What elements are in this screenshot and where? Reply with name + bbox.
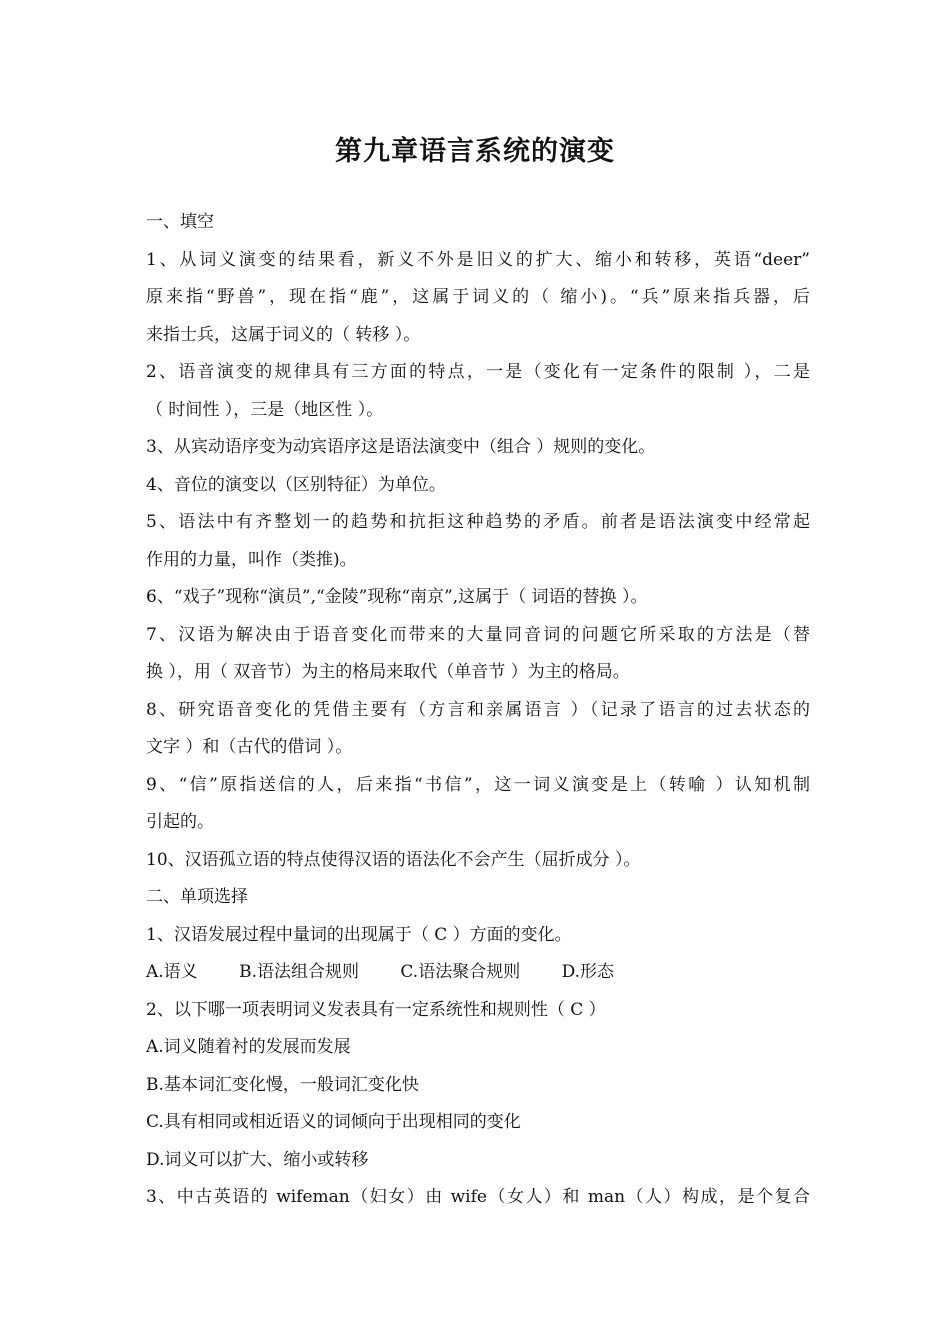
fill-q3: 3、从宾动语序变为动宾语序这是语法演变中（组合 ）规则的变化。 bbox=[146, 437, 656, 457]
choice-q1-stem: 1、汉语发展过程中量词的出现属于（ C ）方面的变化。 bbox=[146, 924, 572, 945]
document-body bbox=[146, 204, 810, 1217]
choice-q2-option-b: B.基本词汇变化慢，一般词汇变化快 bbox=[146, 1074, 419, 1095]
choice-q1-option-a: A.语义 bbox=[146, 962, 198, 982]
fill-q1-line3: 来指士兵，这属于词义的（ 转移 ）。 bbox=[146, 324, 421, 345]
fill-q7-line1: 7、汉语为解决由于语音变化而带来的大量同音词的问题它所采取的方法是（替 bbox=[146, 624, 810, 645]
choice-q3-line1: 3、中古英语的 wifeman（妇女）由 wife（女人）和 man（人）构成，是个复合 bbox=[146, 1187, 810, 1207]
section-heading-fill: 一、填空 bbox=[146, 212, 214, 232]
choice-q2-option-d: D.词义可以扩大、缩小或转移 bbox=[146, 1149, 369, 1170]
fill-q7-line2: 换 ），用（ 双音节）为主的格局来取代（单音节 ）为主的格局。 bbox=[146, 662, 630, 682]
page-title: 第九章语言系统的演变 bbox=[335, 136, 615, 167]
fill-q1-line1: 1、从词义演变的结果看，新义不外是旧义的扩大、缩小和转移，英语“deer” bbox=[146, 249, 810, 270]
choice-q2-stem: 2、以下哪一项表明词义发表具有一定系统性和规则性（ C ） bbox=[146, 999, 606, 1020]
choice-q2-option-a: A.词义随着衬的发展而发展 bbox=[146, 1037, 351, 1057]
fill-q8-line1: 8、研究语音变化的凭借主要有（方言和亲属语言 ）（记录了语言的过去状态的 bbox=[146, 699, 810, 720]
choice-q1-options bbox=[146, 954, 810, 992]
fill-q6: 6、“戏子”现称“演员”,“金陵”现称“南京”,这属于（ 词语的替换 ）。 bbox=[146, 587, 648, 607]
choice-q2-option-c: C.具有相同或相近语义的词倾向于出现相同的变化 bbox=[146, 1112, 521, 1132]
fill-q2-line2: （ 时间性 ），三是（地区性 ）。 bbox=[146, 399, 384, 420]
fill-q9-line1: 9、“信”原指送信的人，后来指“书信”，这一词义演变是上（转喻 ）认知机制 bbox=[146, 774, 810, 795]
fill-q5-line1: 5、语法中有齐整划一的趋势和抗拒这种趋势的矛盾。前者是语法演变中经常起 bbox=[146, 512, 810, 532]
section-heading-choice: 二、单项选择 bbox=[146, 887, 248, 907]
fill-q5-line2: 作用的力量，叫作（类推)。 bbox=[146, 549, 357, 570]
fill-q4: 4、音位的演变以（区别特征）为单位。 bbox=[146, 474, 446, 495]
fill-q9-line2: 引起的。 bbox=[146, 812, 214, 832]
choice-q1-option-c: C.语法聚合规则 bbox=[400, 962, 521, 982]
fill-q1-line2: 原来指“野兽”，现在指“鹿”，这属于词义的（ 缩小)。“兵”原来指兵器，后 bbox=[146, 287, 810, 307]
fill-q10: 10、汉语孤立语的特点使得汉语的语法化不会产生（屈折成分 ）。 bbox=[146, 849, 641, 870]
fill-q2-line1: 2、语音演变的规律具有三方面的特点，一是（变化有一定条件的限制 ），二是 bbox=[146, 362, 810, 382]
choice-q1-option-d: D.形态 bbox=[561, 962, 615, 982]
choice-q1-option-b: B.语法组合规则 bbox=[239, 962, 359, 982]
fill-q8-line2: 文字 ）和（古代的借词 ）。 bbox=[146, 737, 353, 757]
